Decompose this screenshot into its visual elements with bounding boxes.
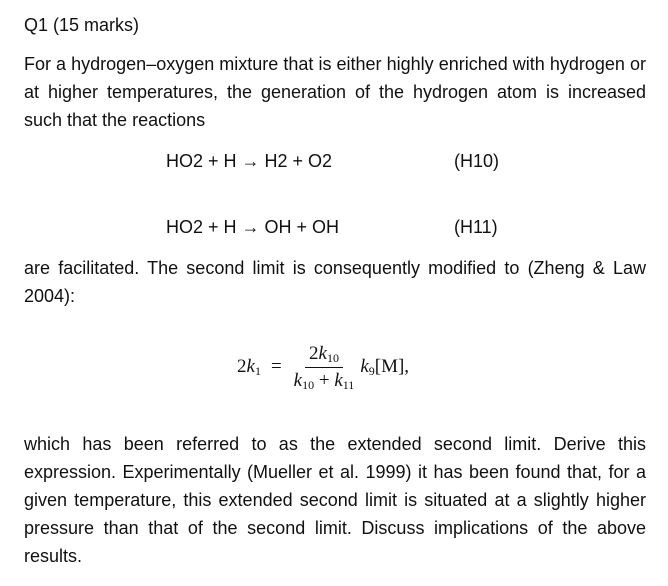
question-heading: Q1 (15 marks) xyxy=(24,15,140,35)
fraction-numerator: $2k_{10}$ xyxy=(305,343,343,368)
reaction-label: (H10) xyxy=(454,151,500,171)
reaction-label: (H11) xyxy=(454,217,498,237)
fraction xyxy=(290,343,359,392)
equation-tail: $k_9[M]$, xyxy=(360,356,410,378)
conclusion-paragraph: which has been referred to as the extended second limit. Derive this expression. Experimentally (Mueller et al. 1999) it has been found that, for a given temperature, this extended second limit is situated at a slightly higher pressure than that of the second limit. Discuss implications of the above results. xyxy=(24,434,646,566)
extended-second-limit-equation xyxy=(24,334,646,400)
question-document xyxy=(24,12,646,570)
intro-paragraph: For a hydrogen–oxygen mixture that is either highly enriched with hydrogen or at higher temperatures, the generation of the hydrogen atom is increased such that the reactions xyxy=(24,54,646,130)
equation-lhs: $2k_1$ xyxy=(237,356,261,378)
fraction-denominator: $k_{10} + k_{11}$ xyxy=(293,369,355,392)
equals-sign: = xyxy=(270,356,282,377)
transition-paragraph: are facilitated. The second limit is consequently modified to (Zheng & Law 2004): xyxy=(24,258,646,306)
reaction-h11 xyxy=(24,212,646,242)
reaction-h10 xyxy=(24,146,646,176)
reaction-equation: HO2 + H → H2 + O2 xyxy=(166,151,333,171)
reaction-equation: HO2 + H → OH + OH xyxy=(166,217,340,237)
